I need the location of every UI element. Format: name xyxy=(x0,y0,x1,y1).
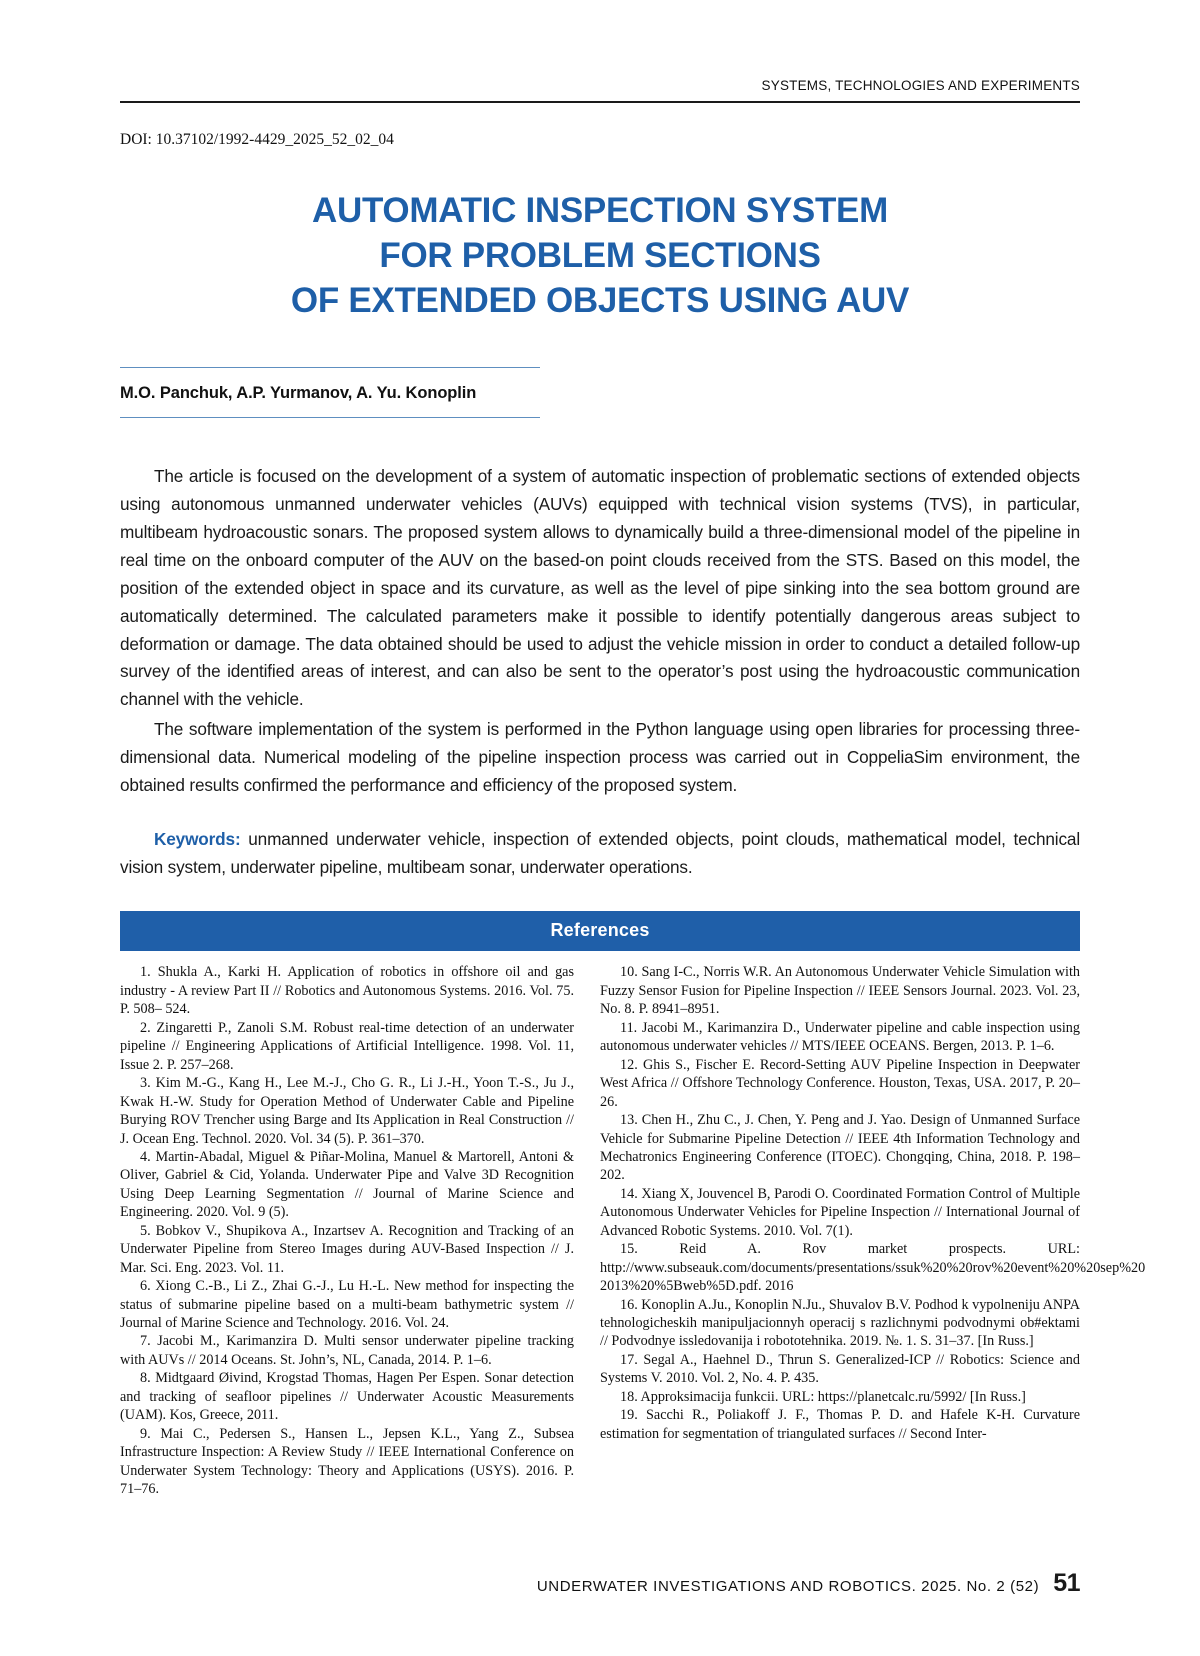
reference-item: 5. Bobkov V., Shupikova A., Inzartsev A. Recognition and Tracking of an Underwater Pipeline from Stereo Images during AUV-Based Inspection // J. Mar. Sci. Eng. 2023. Vol. 11. xyxy=(120,1222,574,1276)
keywords-label: Keywords: xyxy=(154,828,241,849)
doi-line: DOI: 10.37102/1992-4429_2025_52_02_04 xyxy=(120,131,394,148)
reference-item: 9. Mai C., Pedersen S., Hansen L., Jepsen K.L., Yang Z., Subsea Infrastructure Inspection: A Review Study // IEEE International Conference on Underwater System Technology: Theory and Applications (USYS). 2016. P. 71–76. xyxy=(120,1425,574,1498)
page-number: 51 xyxy=(1053,1569,1080,1597)
page-title xyxy=(120,189,1080,323)
reference-item: 2. Zingaretti P., Zanoli S.M. Robust real-time detection of an underwater pipeline // Engineering Applications of Artificial Intelligence. 1998. Vol. 11, Issue 2. P. 257–268. xyxy=(120,1019,574,1073)
reference-item: 15. Reid A. Rov market prospects. URL: http://www.subseauk.com/documents/presentations/ssuk%20%20rov%20event%20%20sep%20 2013%20%5Bweb%5D.pdf. 2016 xyxy=(600,1241,1146,1295)
references-heading: References xyxy=(120,911,1080,951)
references-columns xyxy=(120,963,1146,1498)
reference-item: 8. Midtgaard Øivind, Krogstad Thomas, Hagen Per Espen. Sonar detection and tracking of seafloor pipelines // Underwater Acoustic Measurements (UAM). Kos, Greece, 2011. xyxy=(120,1370,574,1424)
running-head: SYSTEMS, TECHNOLOGIES AND EXPERIMENTS xyxy=(761,78,1080,93)
abstract-paragraph-2: The software implementation of the system is performed in the Python language using open libraries for processing three-dimensional data. Numerical modeling of the pipeline inspection process was carried out in CoppeliaSim environment, the obtained results confirmed the performance and efficiency of the proposed system. xyxy=(120,719,1080,795)
abstract xyxy=(120,463,1080,799)
reference-item: 7. Jacobi M., Karimanzira D. Multi sensor underwater pipeline tracking with AUVs // 2014 Oceans. St. John’s, NL, Canada, 2014. P. 1–6. xyxy=(120,1333,574,1368)
footer-journal-line: UNDERWATER INVESTIGATIONS AND ROBOTICS. 2025. No. 2 (52) xyxy=(536,1578,1040,1595)
abstract-paragraph-1: The article is focused on the development of a system of automatic inspection of problematic sections of extended objects using autonomous unmanned underwater vehicles (AUVs) equipped with technical vision systems (TVS), in particular, multibeam hydroacoustic sonars. The proposed system allows to dynamically build a three-dimensional model of the pipeline in real time on the onboard computer of the AUV on the based-on point clouds received from the STS. Based on this model, the position of the extended object in space and its curvature, as well as the level of pipe sinking into the sea bottom ground are automatically determined. The calculated parameters make it possible to identify potentially dangerous areas subject to deformation or damage. The data obtained should be used to adjust the vehicle mission in order to conduct a detailed follow-up survey of the identified areas of interest, and can also be sent to the operator’s post using the hydroacoustic communication channel with the vehicle. xyxy=(120,466,1080,710)
reference-item: 13. Chen H., Zhu C., J. Chen, Y. Peng and J. Yao. Design of Unmanned Surface Vehicle for Submarine Pipeline Detection // IEEE 4th Information Technology and Mechatronics Engineering Conference (ITOEC). Chongqing, China, 2018. P. 198–202. xyxy=(600,1112,1080,1184)
header-divider xyxy=(120,101,1080,103)
reference-item: 14. Xiang X, Jouvencel B, Parodi O. Coordinated Formation Control of Multiple Autonomous Underwater Vehicles for Pipeline Inspection // International Journal of Advanced Robotic Systems. 2010. Vol. 7(1). xyxy=(600,1185,1080,1239)
authors-list: M.O. Panchuk, A.P. Yurmanov, A. Yu. Konoplin xyxy=(120,384,477,403)
title-line-1: AUTOMATIC INSPECTION SYSTEM xyxy=(312,191,888,230)
reference-item: 10. Sang I-C., Norris W.R. An Autonomous Underwater Vehicle Simulation with Fuzzy Sensor Fusion for Pipeline Inspection // IEEE Sensors Journal. 2023. Vol. 23, No. 8. P. 8941–8951. xyxy=(600,964,1080,1018)
keywords xyxy=(120,826,1080,882)
title-line-2: FOR PROBLEM SECTIONS xyxy=(379,235,821,275)
reference-item: 6. Xiong C.-B., Li Z., Zhai G.-J., Lu H.-L. New method for inspecting the status of submarine pipeline based on a multi-beam bathymetric system // Journal of Marine Science and Technology. 2016. Vol. 24. xyxy=(120,1278,574,1332)
reference-item: 12. Ghis S., Fischer E. Record-Setting AUV Pipeline Inspection in Deepwater West Africa // Offshore Technology Conference. Houston, Texas, USA. 2017, P. 20–26. xyxy=(600,1056,1080,1110)
reference-item: 16. Konoplin A.Ju., Konoplin N.Ju., Shuvalov B.V. Podhod k vypolneniju ANPA tehnologicheskih manipuljacionnyh operacij s razlichnymi podvodnymi ob#ektami // Podvodnye issledovanija i robototehnika. 2019. №. 1. S. 31–37. [In Russ.] xyxy=(600,1296,1080,1350)
authors-rule-bottom xyxy=(120,417,540,418)
reference-item: 11. Jacobi M., Karimanzira D., Underwater pipeline and cable inspection using autonomous underwater vehicles // MTS/IEEE OCEANS. Bergen, 2013. P. 1–6. xyxy=(600,1019,1080,1055)
keywords-text: unmanned underwater vehicle, inspection of extended objects, point clouds, mathematical model, technical vision system, underwater pipeline, multibeam sonar, underwater operations. xyxy=(120,828,1080,877)
reference-item: 19. Sacchi R., Poliakoff J. F., Thomas P. D. and Hafele K-H. Curvature estimation for segmentation of triangulated surfaces // Second Inter- xyxy=(600,1407,1080,1442)
title-line-3: OF EXTENDED OBJECTS USING AUV xyxy=(290,280,910,320)
reference-item: 1. Shukla A., Karki H. Application of robotics in offshore oil and gas industry - A review Part II // Robotics and Autonomous Systems. 2016. Vol. 75. P. 508– 524. xyxy=(120,964,574,1018)
reference-item: 18. Approksimacija funkcii. URL: https://planetcalc.ru/5992/ [In Russ.] xyxy=(620,1388,1026,1405)
reference-item: 17. Segal A., Haehnel D., Thrun S. Generalized-ICP // Robotics: Science and Systems V. 2010. Vol. 2, No. 4. P. 435. xyxy=(600,1351,1080,1387)
reference-item: 4. Martin-Abadal, Miguel & Piñar-Molina, Manuel & Martorell, Antoni & Oliver, Gabriel & Cid, Yolanda. Underwater Pipe and Valve 3D Recognition Using Deep Learning Segmentation // Journal of Marine Science and Engineering. 2020. Vol. 9 (5). xyxy=(120,1148,574,1221)
page-footer xyxy=(120,1569,1080,1598)
reference-item: 3. Kim M.-G., Kang H., Lee M.-J., Cho G. R., Li J.-H., Yoon T.-S., Ju J., Kwak H.-W. Study for Operation Method of Underwater Cable and Pipeline Burying ROV Trencher using Barge and Its Application in Real Construction // J. Ocean Eng. Technol. 2020. Vol. 34 (5). P. 361–370. xyxy=(120,1075,574,1147)
references-column-right xyxy=(600,963,1146,1498)
references-column-left xyxy=(120,963,574,1498)
authors-block xyxy=(120,367,540,418)
